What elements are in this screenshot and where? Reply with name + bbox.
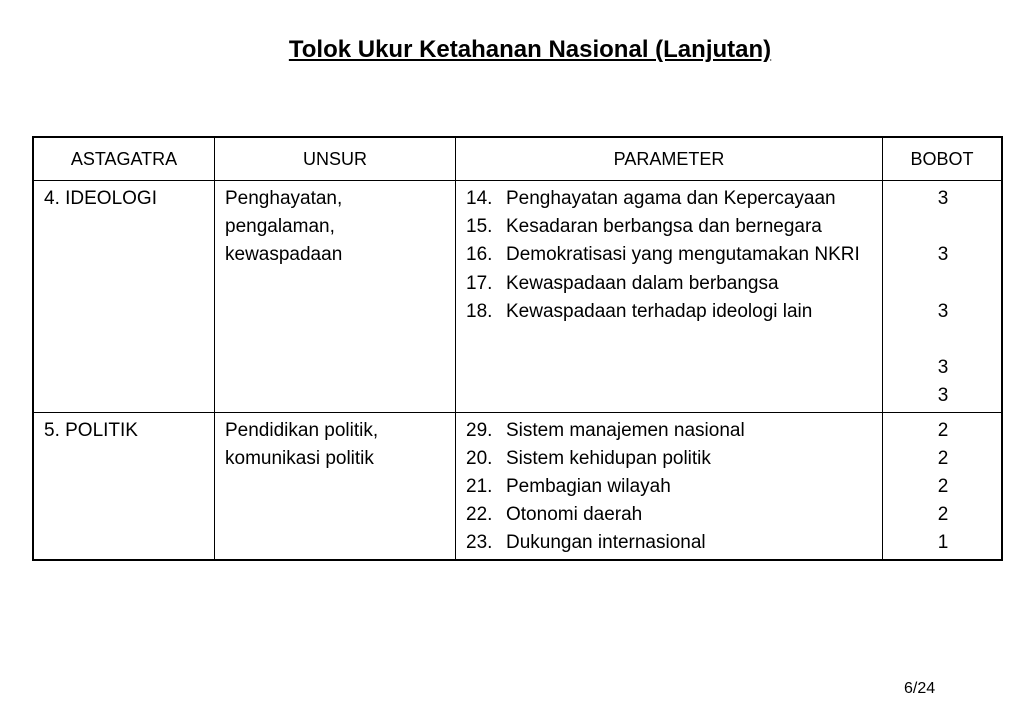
parameter-item: 15. Kesadaran berbangsa dan bernegara — [466, 216, 822, 238]
bobot-value: 2 — [937, 475, 949, 497]
table-row-ideologi — [33, 181, 1002, 413]
bobot-value: 3 — [937, 244, 949, 266]
parameter-item: 29. Sistem manajemen nasional — [466, 419, 745, 441]
table-header-row — [33, 137, 1002, 181]
bobot-value: 3 — [937, 300, 949, 322]
parameter-item: 14. Penghayatan agama dan Kepercayaan — [466, 188, 836, 209]
bobot-value: 3 — [937, 357, 949, 379]
header-bobot: BOBOT — [883, 137, 1003, 181]
header-unsur: UNSUR — [215, 137, 456, 181]
bobot-value: 2 — [937, 504, 949, 526]
parameter-item: 16. Demokratisasi yang mengutamakan NKRI — [466, 244, 860, 266]
bobot-list — [893, 185, 993, 411]
bobot-value: 2 — [937, 447, 949, 469]
bobot-value: 3 — [937, 188, 949, 209]
page-number: 6/24 — [904, 680, 936, 697]
bobot-value: 1 — [937, 532, 949, 554]
parameter-item: 20. Sistem kehidupan politik — [466, 447, 711, 469]
parameter-item: 17. Kewaspadaan dalam berbangsa — [466, 272, 779, 294]
bobot-cell — [883, 412, 1003, 560]
astagatra-cell: 4. IDEOLOGI — [33, 181, 215, 413]
parameter-item: 22. Otonomi daerah — [466, 504, 643, 526]
header-astagatra: ASTAGATRA — [33, 137, 215, 181]
unsur-cell: Pendidikan politik, komunikasi politik — [215, 412, 456, 560]
slide-title: Tolok Ukur Ketahanan Nasional (Lanjutan) — [288, 36, 772, 63]
astagatra-cell: 5. POLITIK — [33, 412, 215, 560]
table-row-politik — [33, 412, 1002, 560]
header-parameter: PARAMETER — [456, 137, 883, 181]
parameter-cell — [456, 412, 883, 560]
parameter-item: 21. Pembagian wilayah — [466, 475, 671, 497]
parameter-list — [466, 417, 874, 558]
bobot-cell — [883, 181, 1003, 413]
bobot-list — [893, 417, 993, 558]
unsur-cell: Penghayatan, pengalaman, kewaspadaan — [215, 181, 456, 413]
bobot-value: 3 — [937, 385, 949, 407]
parameter-item: 23. Dukungan internasional — [466, 532, 706, 554]
parameter-item: 18. Kewaspadaan terhadap ideologi lain — [466, 300, 813, 322]
parameter-cell — [456, 181, 883, 413]
parameter-list — [466, 185, 874, 326]
tolok-ukur-table — [32, 136, 1003, 561]
bobot-value: 2 — [937, 419, 949, 441]
